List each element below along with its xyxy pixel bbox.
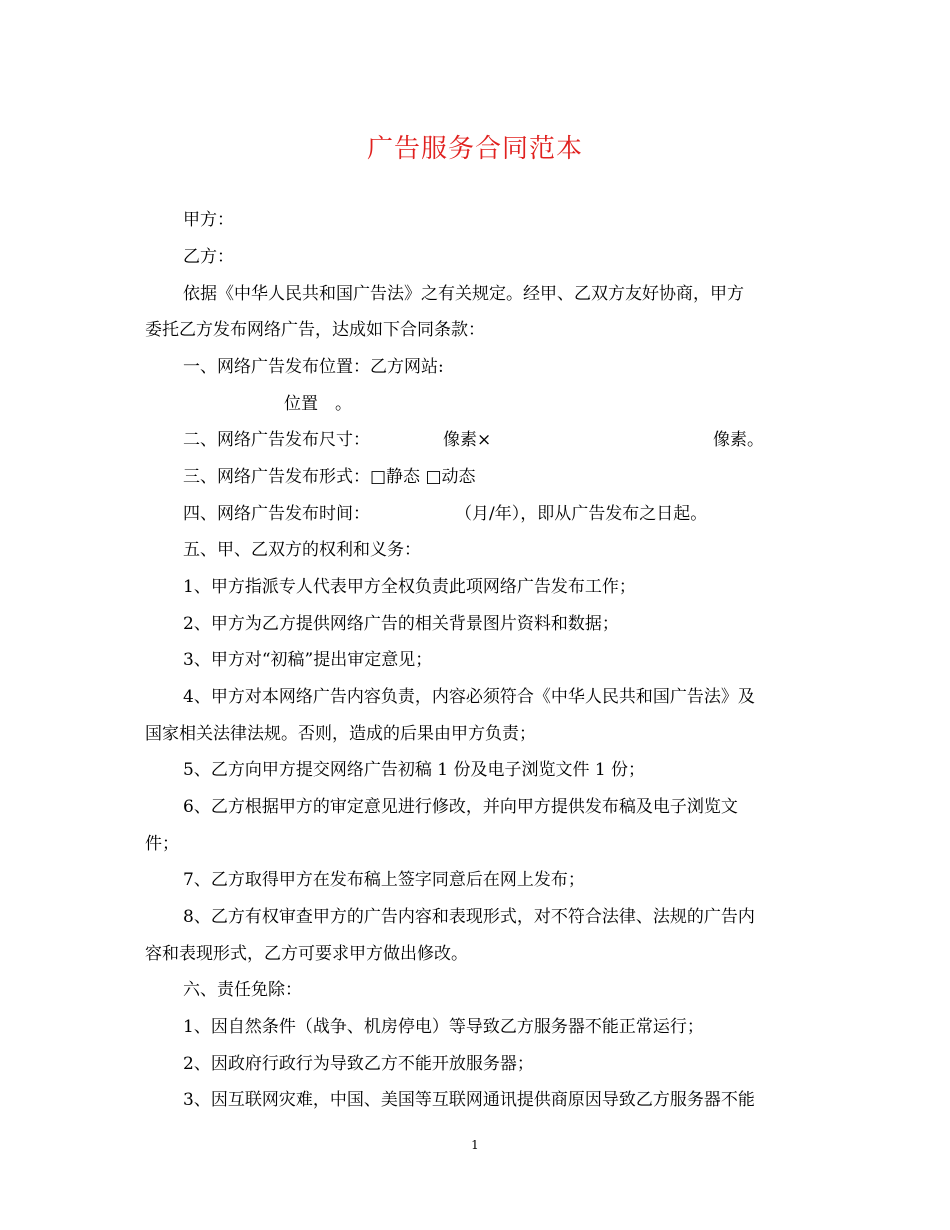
party-a-line: 甲方： xyxy=(183,210,234,230)
clause-6-item-1: 1、因自然条件（战争、机房停电）等导致乙方服务器不能正常运行； xyxy=(183,1017,704,1037)
clause-5-item-6-cont: 件； xyxy=(145,834,179,854)
intro-line-1: 依据《中华人民共和国广告法》之有关规定。经甲、乙双方友好协商，甲方 xyxy=(183,284,744,304)
clause-6-item-2: 2、因政府行政行为导致乙方不能开放服务器； xyxy=(183,1054,534,1074)
clause-5-item-2: 2、甲方为乙方提供网络广告的相关背景图片资料和数据； xyxy=(183,614,619,634)
clause-4-period: （月/年），即从广告发布之日起。 xyxy=(455,504,708,524)
clause-5-item-4-cont: 国家相关法律法规。否则，造成的后果由甲方负责； xyxy=(145,724,536,744)
clause-3-line: 三、网络广告发布形式：□静态 □动态 xyxy=(183,467,476,487)
document-title: 广告服务合同范本 xyxy=(366,134,583,164)
clause-5-item-7: 7、乙方取得甲方在发布稿上签字同意后在网上发布； xyxy=(183,870,585,890)
clause-2-pixels-end: 像素。 xyxy=(713,430,764,450)
clause-4-line: 四、网络广告发布时间： xyxy=(183,504,370,524)
clause-2-pixels-x: 像素× xyxy=(443,430,492,450)
clause-5-item-4: 4、甲方对本网络广告内容负责，内容必须符合《中华人民共和国广告法》及 xyxy=(183,687,755,707)
clause-5-item-8-cont: 容和表现形式，乙方可要求甲方做出修改。 xyxy=(145,944,468,964)
clause-5-item-3: 3、甲方对“初稿”提出审定意见； xyxy=(183,650,433,670)
clause-1-line: 一、网络广告发布位置：乙方网站: xyxy=(183,357,444,377)
clause-1-position: 位置 。 xyxy=(284,394,352,414)
clause-6-heading: 六、责任免除： xyxy=(183,980,302,1000)
clause-6-item-3: 3、因互联网灾难，中国、美国等互联网通讯提供商原因导致乙方服务器不能 xyxy=(183,1090,755,1110)
intro-line-2: 委托乙方发布网络广告，达成如下合同条款： xyxy=(145,320,485,340)
party-b-line: 乙方： xyxy=(183,247,234,267)
clause-5-item-5: 5、乙方向甲方提交网络广告初稿 1 份及电子浏览文件 1 份； xyxy=(183,760,646,780)
page-number: 1 xyxy=(471,1138,479,1152)
clause-5-item-8: 8、乙方有权审查甲方的广告内容和表现形式，对不符合法律、法规的广告内 xyxy=(183,907,755,927)
clause-5-item-6: 6、乙方根据甲方的审定意见进行修改，并向甲方提供发布稿及电子浏览文 xyxy=(183,797,738,817)
clause-2-line: 二、网络广告发布尺寸： xyxy=(183,430,370,450)
clause-5-heading: 五、甲、乙双方的权利和义务： xyxy=(183,540,421,560)
clause-5-item-1: 1、甲方指派专人代表甲方全权负责此项网络广告发布工作； xyxy=(183,577,636,597)
